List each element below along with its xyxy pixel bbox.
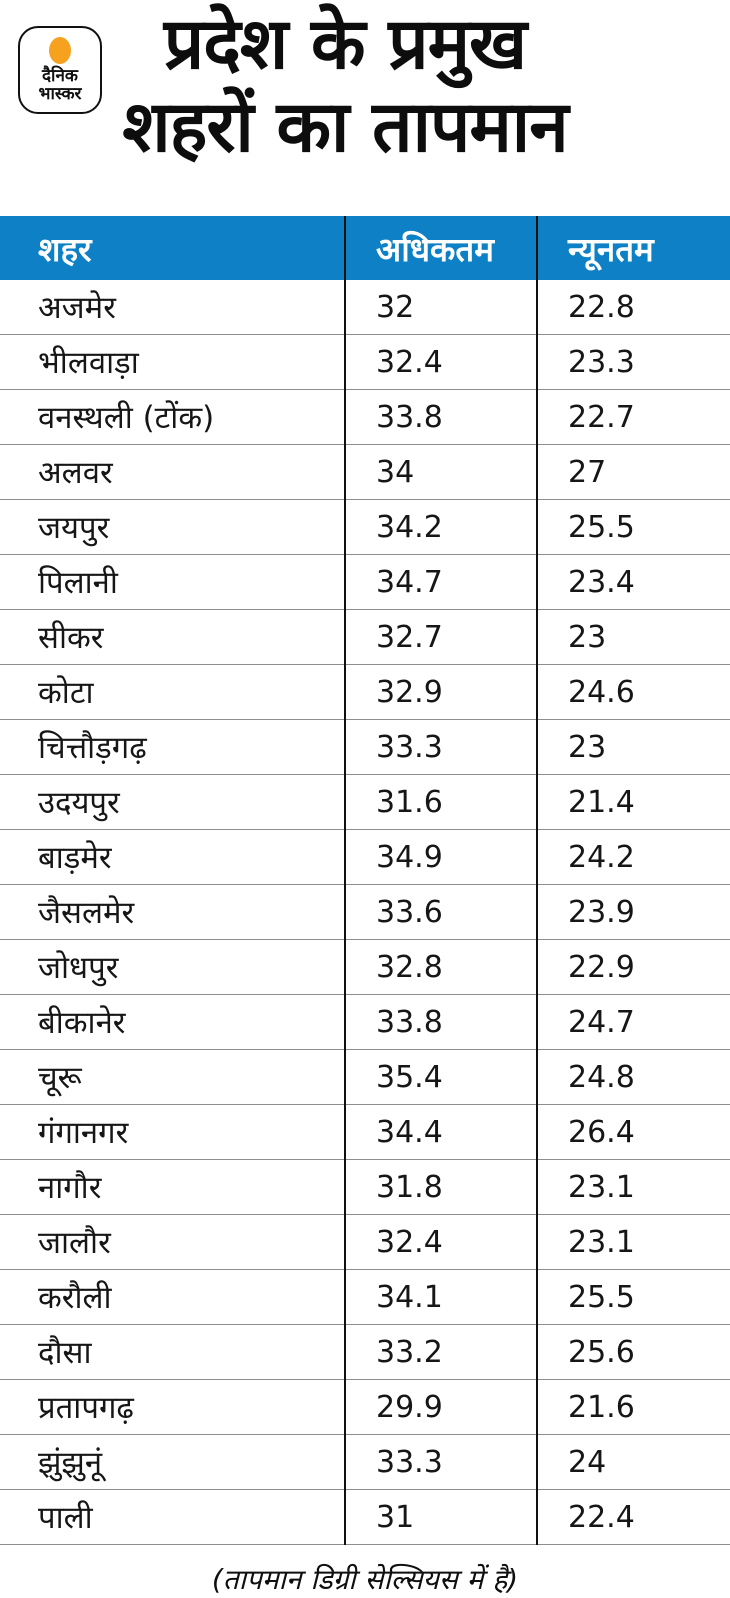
max-temp-cell: 34.2 — [345, 500, 537, 555]
temperature-table-body — [0, 280, 730, 1545]
page-title — [0, 2, 690, 168]
min-temp-cell: 21.6 — [537, 1380, 730, 1435]
max-temp-cell: 31 — [345, 1490, 537, 1545]
city-cell: बाड़मेर — [0, 830, 345, 885]
city-cell: भीलवाड़ा — [0, 335, 345, 390]
table-row — [0, 1490, 730, 1545]
min-temp-cell: 27 — [537, 445, 730, 500]
city-cell: वनस्थली (टोंक) — [0, 390, 345, 445]
table-row — [0, 885, 730, 940]
city-cell: सीकर — [0, 610, 345, 665]
table-row — [0, 940, 730, 995]
min-temp-cell: 25.6 — [537, 1325, 730, 1380]
max-temp-cell: 32 — [345, 280, 537, 335]
logo-text-line2: भास्कर — [38, 84, 82, 104]
min-temp-cell: 22.9 — [537, 940, 730, 995]
max-temp-cell: 34.1 — [345, 1270, 537, 1325]
city-cell: दौसा — [0, 1325, 345, 1380]
city-cell: जयपुर — [0, 500, 345, 555]
city-cell: अलवर — [0, 445, 345, 500]
min-temp-cell: 23.1 — [537, 1160, 730, 1215]
city-cell: बीकानेर — [0, 995, 345, 1050]
min-temp-cell: 23 — [537, 720, 730, 775]
table-row — [0, 445, 730, 500]
city-cell: उदयपुर — [0, 775, 345, 830]
table-row — [0, 1105, 730, 1160]
column-header-city: शहर — [0, 216, 345, 280]
min-temp-cell: 24.6 — [537, 665, 730, 720]
min-temp-cell: 23.3 — [537, 335, 730, 390]
max-temp-cell: 33.3 — [345, 1435, 537, 1490]
min-temp-cell: 24 — [537, 1435, 730, 1490]
max-temp-cell: 32.9 — [345, 665, 537, 720]
max-temp-cell: 32.4 — [345, 1215, 537, 1270]
table-row — [0, 1270, 730, 1325]
table-row — [0, 1050, 730, 1105]
max-temp-cell: 33.2 — [345, 1325, 537, 1380]
page-title-line2: शहरों का तापमान — [122, 85, 568, 168]
min-temp-cell: 23 — [537, 610, 730, 665]
max-temp-cell: 35.4 — [345, 1050, 537, 1105]
min-temp-cell: 25.5 — [537, 500, 730, 555]
min-temp-cell: 23.4 — [537, 555, 730, 610]
table-row — [0, 610, 730, 665]
table-row — [0, 1160, 730, 1215]
max-temp-cell: 31.6 — [345, 775, 537, 830]
table-row — [0, 500, 730, 555]
column-header-min: न्यूनतम — [537, 216, 730, 280]
table-row — [0, 1435, 730, 1490]
min-temp-cell: 24.8 — [537, 1050, 730, 1105]
footnote: (तापमान डिग्री सेल्सियस में है) — [211, 1563, 519, 1596]
max-temp-cell: 34.4 — [345, 1105, 537, 1160]
logo-text-line1: दैनिक — [42, 65, 78, 86]
table-row — [0, 335, 730, 390]
table-row — [0, 280, 730, 335]
table-row — [0, 390, 730, 445]
max-temp-cell: 32.7 — [345, 610, 537, 665]
min-temp-cell: 26.4 — [537, 1105, 730, 1160]
min-temp-cell: 22.7 — [537, 390, 730, 445]
masthead — [0, 0, 730, 216]
table-row — [0, 720, 730, 775]
city-cell: करौली — [0, 1270, 345, 1325]
max-temp-cell: 33.3 — [345, 720, 537, 775]
min-temp-cell: 22.8 — [537, 280, 730, 335]
min-temp-cell: 23.9 — [537, 885, 730, 940]
city-cell: जोधपुर — [0, 940, 345, 995]
max-temp-cell: 32.4 — [345, 335, 537, 390]
table-row — [0, 1325, 730, 1380]
temperature-table — [0, 216, 730, 1545]
max-temp-cell: 34.9 — [345, 830, 537, 885]
table-row — [0, 775, 730, 830]
table-header — [0, 216, 730, 280]
column-header-max: अधिकतम — [345, 216, 537, 280]
min-temp-cell: 24.2 — [537, 830, 730, 885]
table-row — [0, 555, 730, 610]
max-temp-cell: 32.8 — [345, 940, 537, 995]
max-temp-cell: 33.8 — [345, 995, 537, 1050]
max-temp-cell: 31.8 — [345, 1160, 537, 1215]
city-cell: प्रतापगढ़ — [0, 1380, 345, 1435]
max-temp-cell: 34 — [345, 445, 537, 500]
city-cell: चित्तौड़गढ़ — [0, 720, 345, 775]
min-temp-cell: 24.7 — [537, 995, 730, 1050]
table-header-row — [0, 216, 730, 280]
city-cell: गंगानगर — [0, 1105, 345, 1160]
min-temp-cell: 21.4 — [537, 775, 730, 830]
max-temp-cell: 33.8 — [345, 390, 537, 445]
table-row — [0, 665, 730, 720]
city-cell: चूरू — [0, 1050, 345, 1105]
table-row — [0, 830, 730, 885]
min-temp-cell: 25.5 — [537, 1270, 730, 1325]
min-temp-cell: 23.1 — [537, 1215, 730, 1270]
city-cell: अजमेर — [0, 280, 345, 335]
city-cell: जालौर — [0, 1215, 345, 1270]
city-cell: जैसलमेर — [0, 885, 345, 940]
city-cell: झुंझुनूं — [0, 1435, 345, 1490]
city-cell: पिलानी — [0, 555, 345, 610]
max-temp-cell: 33.6 — [345, 885, 537, 940]
max-temp-cell: 34.7 — [345, 555, 537, 610]
page-title-line1: प्रदेश के प्रमुख — [163, 2, 527, 85]
table-row — [0, 995, 730, 1050]
city-cell: पाली — [0, 1490, 345, 1545]
city-cell: नागौर — [0, 1160, 345, 1215]
city-cell: कोटा — [0, 665, 345, 720]
max-temp-cell: 29.9 — [345, 1380, 537, 1435]
table-row — [0, 1380, 730, 1435]
min-temp-cell: 22.4 — [537, 1490, 730, 1545]
table-row — [0, 1215, 730, 1270]
